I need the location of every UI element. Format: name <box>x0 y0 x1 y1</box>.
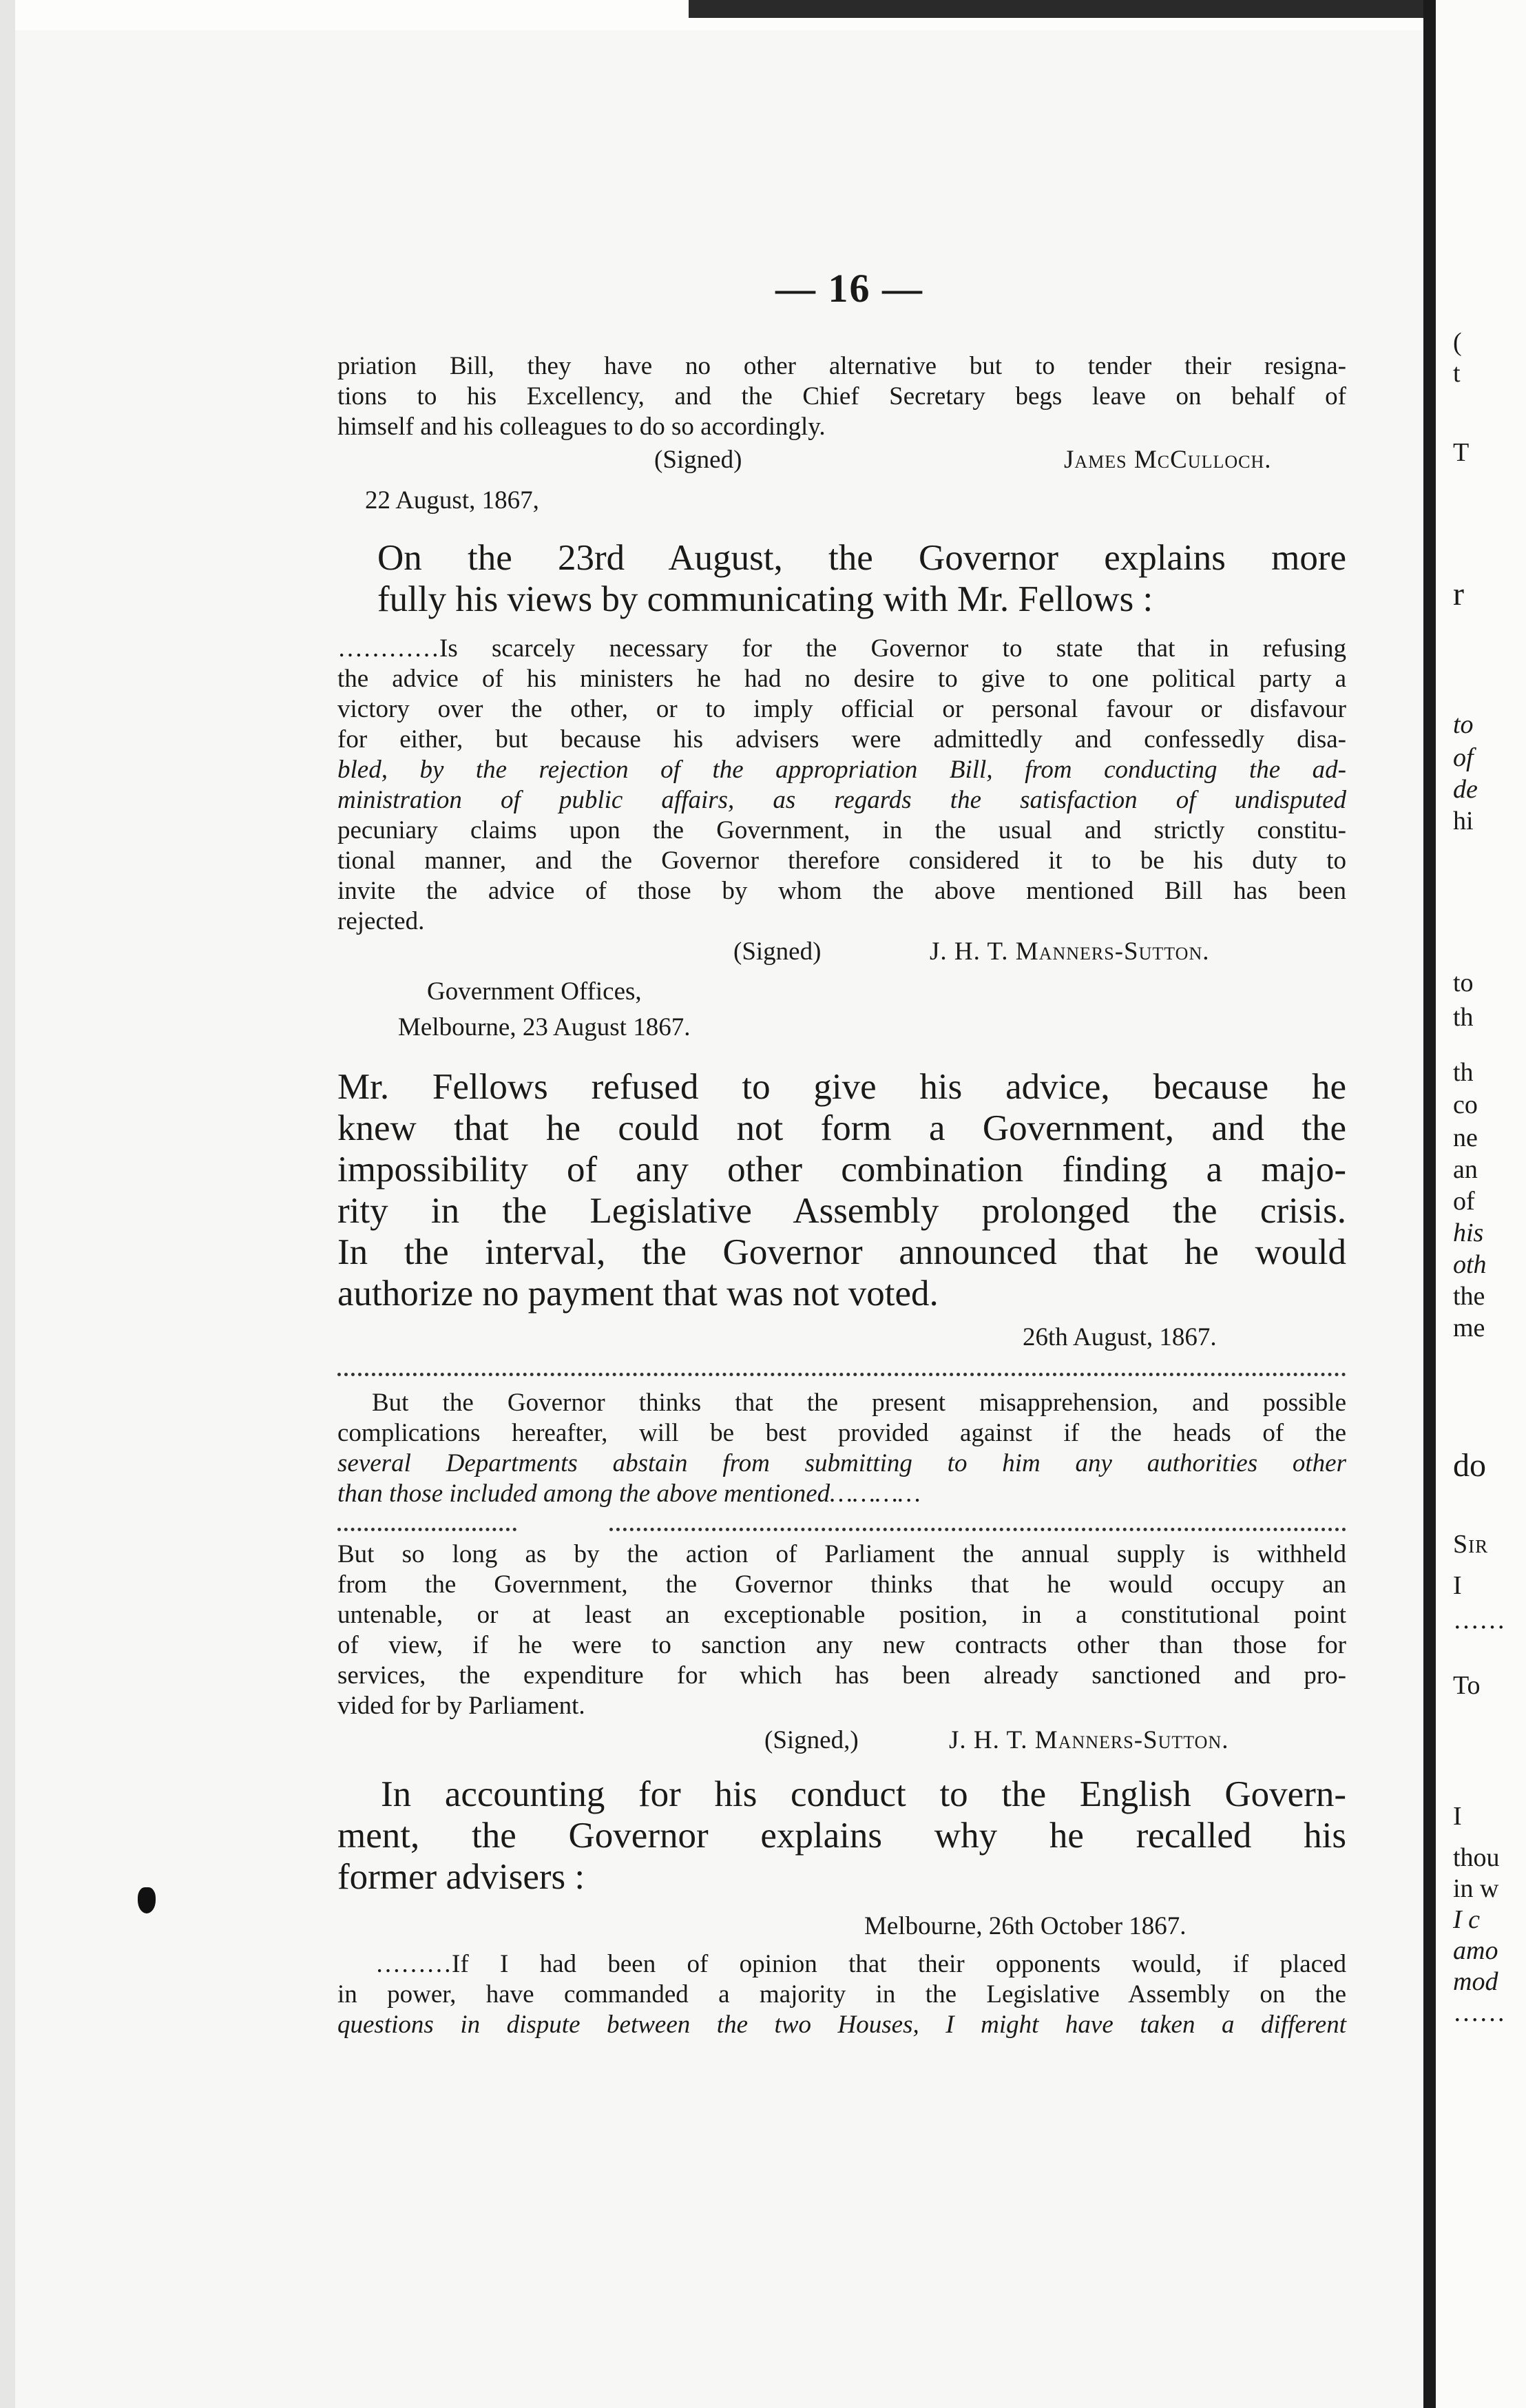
text-line: But so long as by the action of Parliament the annual supply is withheld <box>337 1540 1346 1568</box>
margin-fragment: t <box>1453 359 1461 388</box>
margin-fragment: do <box>1453 1447 1486 1484</box>
margin-fragment: in w <box>1453 1874 1499 1903</box>
margin-fragment: hi <box>1453 807 1474 835</box>
letter-date: Melbourne, 26th October 1867. <box>864 1912 1187 1940</box>
page-number: — 16 — <box>775 266 923 311</box>
text-line: knew that he could not form a Government, and the <box>337 1108 1346 1148</box>
text-line: rejected. <box>337 907 425 935</box>
margin-fragment: …… <box>1453 1606 1505 1634</box>
text-line: ment, the Governor explains why he recalled his <box>337 1816 1346 1856</box>
margin-fragment: thou <box>1453 1843 1500 1872</box>
text-line: former advisers : <box>337 1857 585 1897</box>
text-line: impossibility of any other combination finding a majo- <box>337 1150 1346 1190</box>
governor-despatch <box>337 1949 1346 2040</box>
governor-letter <box>337 634 1346 937</box>
text-line: himself and his colleagues to do so accordingly. <box>337 413 826 441</box>
margin-fragment: …… <box>1453 1998 1505 2027</box>
text-line: rity in the Legislative Assembly prolonged the crisis. <box>337 1191 1346 1231</box>
margin-fragment: th <box>1453 1058 1474 1087</box>
place-date-line: Melbourne, 23 August 1867. <box>398 1013 691 1041</box>
margin-fragment: I <box>1453 1571 1462 1600</box>
margin-fragment: I <box>1453 1802 1462 1831</box>
governor-memo <box>337 1388 1346 1509</box>
text-line: On the 23rd August, the Governor explains more <box>377 538 1346 578</box>
text-line: …………Is scarcely necessary for the Governor to state that in refusing <box>337 634 1346 663</box>
signed-label: (Signed,) <box>764 1726 859 1754</box>
text-line: In accounting for his conduct to the English Govern- <box>381 1774 1346 1814</box>
text-line: of view, if he were to sanction any new contracts other than those for <box>337 1631 1346 1659</box>
narrative-paragraph <box>377 537 1346 620</box>
narrative-paragraph <box>381 1774 1346 1815</box>
signed-label: (Signed) <box>733 937 822 966</box>
letter-date: 26th August, 1867. <box>1023 1323 1217 1351</box>
ellipsis-rule <box>609 1528 1346 1531</box>
text-line: victory over the other, or to imply official or personal favour or disfavour <box>337 695 1346 723</box>
margin-fragment: ne <box>1453 1123 1478 1152</box>
text-line: questions in dispute between the two Houses, I might have taken a different <box>337 2011 1346 2039</box>
text-line: authorize no payment that was not voted. <box>337 1274 939 1314</box>
text-line: services, the expenditure for which has been already sanctioned and pro- <box>337 1661 1346 1690</box>
text-line: Mr. Fellows refused to give his advice, because he <box>337 1067 1346 1107</box>
margin-fragment: th <box>1453 1003 1474 1032</box>
signature: J. H. T. Manners-Sutton. <box>930 937 1210 966</box>
ellipsis-rule <box>337 1528 516 1531</box>
narrative-paragraph <box>337 1066 1346 1314</box>
margin-fragment: To <box>1453 1671 1481 1700</box>
text-line: invite the advice of those by whom the above mentioned Bill has been <box>337 877 1346 905</box>
letter-date: 22 August, 1867, <box>365 486 539 515</box>
text-line: untenable, or at least an exceptionable position, in a constitutional point <box>337 1601 1346 1629</box>
margin-fragment: mod <box>1453 1967 1498 1996</box>
margin-fragment: his <box>1453 1218 1484 1247</box>
margin-fragment: to <box>1453 710 1474 739</box>
margin-fragment: T <box>1453 438 1470 467</box>
text-line: several Departments abstain from submitting to him any authorities other <box>337 1449 1346 1477</box>
text-line: complications hereafter, will be best provided against if the heads of the <box>337 1419 1346 1447</box>
text-line: than those included among the above mentioned………… <box>337 1480 921 1508</box>
margin-fragment: of <box>1453 1187 1475 1216</box>
narrative-paragraph-cont <box>337 1815 1346 1898</box>
margin-fragment: of <box>1453 743 1474 772</box>
text-line: bled, by the rejection of the appropriation Bill, from conducting the ad- <box>337 756 1346 784</box>
text-line: fully his views by communicating with Mr. Fellows : <box>377 579 1153 619</box>
page-fold-divider <box>1423 0 1436 2408</box>
signature: J. H. T. Manners-Sutton. <box>949 1726 1229 1754</box>
text-line: ………If I had been of opinion that their opponents would, if placed <box>375 1950 1346 1978</box>
text-line: tions to his Excellency, and the Chief Secretary begs leave on behalf of <box>337 382 1346 411</box>
text-line: priation Bill, they have no other alternative but to tender their resigna- <box>337 352 1346 380</box>
margin-fragment: de <box>1453 775 1478 804</box>
margin-fragment: I c <box>1453 1905 1481 1934</box>
signature: James McCulloch. <box>1064 446 1272 474</box>
margin-fragment: amo <box>1453 1936 1498 1965</box>
ink-blot <box>138 1887 156 1913</box>
margin-fragment: me <box>1453 1314 1485 1342</box>
margin-fragment: ( <box>1453 328 1462 357</box>
letter-continuation <box>337 351 1346 442</box>
text-line: pecuniary claims upon the Government, in the usual and strictly constitu- <box>337 816 1346 844</box>
facing-page <box>1436 0 1526 2408</box>
scan-top-edge <box>0 0 1526 30</box>
margin-fragment: the <box>1453 1282 1485 1311</box>
place-line: Government Offices, <box>427 977 642 1006</box>
signed-label: (Signed) <box>654 446 742 474</box>
text-line: for either, but because his advisers were admittedly and confessedly disa- <box>337 725 1346 754</box>
governor-memo <box>337 1539 1346 1721</box>
margin-fragment: Sir <box>1453 1530 1489 1559</box>
margin-fragment: to <box>1453 968 1474 997</box>
text-line: But the Governor thinks that the present misapprehension, and possible <box>372 1389 1346 1417</box>
scan-left-edge <box>0 0 15 2408</box>
margin-fragment: oth <box>1453 1250 1487 1279</box>
margin-fragment: an <box>1453 1155 1478 1184</box>
text-line: from the Government, the Governor thinks that he would occupy an <box>337 1570 1346 1599</box>
text-line: ministration of public affairs, as regards the satisfaction of undisputed <box>337 786 1346 814</box>
text-line: the advice of his ministers he had no desire to give to one political party a <box>337 665 1346 693</box>
margin-fragment: r <box>1453 576 1464 612</box>
text-line: in power, have commanded a majority in the Legislative Assembly on the <box>337 1980 1346 2009</box>
text-line: tional manner, and the Governor therefore considered it to be his duty to <box>337 847 1346 875</box>
text-line: vided for by Parliament. <box>337 1692 585 1720</box>
ellipsis-rule <box>337 1373 1346 1376</box>
text-line: In the interval, the Governor announced that he would <box>337 1232 1346 1272</box>
margin-fragment: co <box>1453 1090 1478 1119</box>
